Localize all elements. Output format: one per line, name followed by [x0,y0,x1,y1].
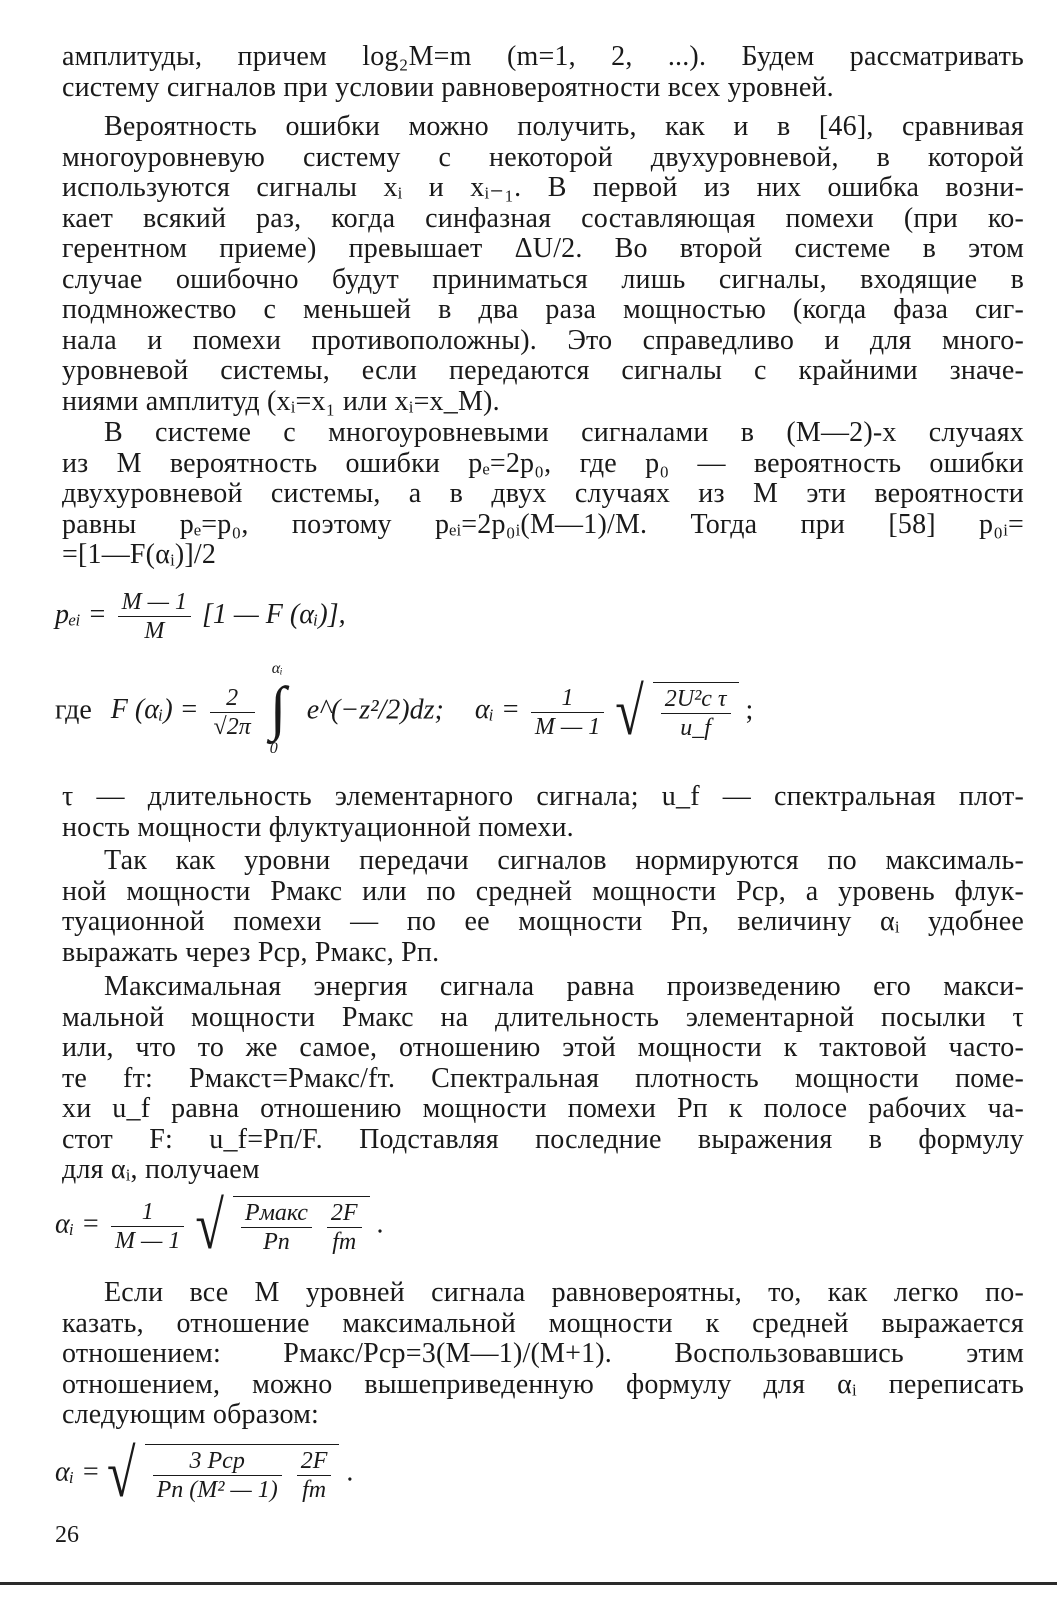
bottom-edge-divider [0,1582,1057,1585]
text-line: выражать через Pср, Pмакс, Pп. [62,936,440,968]
formula-lhs: αᵢ = [55,1456,101,1488]
fraction-numerator: 2F [327,1199,362,1228]
text-line: мальной мощности Pмакс на длительность элементарной посылки τ [62,1001,1024,1033]
formula-alpha-pmax: αᵢ = $\frac{1}{M — 1}$ √ $\frac{\text{Pмакс}}{Pп}$ $\frac{2F}{fт}$ . [55,1188,384,1264]
fraction-denominator: Pп [263,1229,290,1255]
fraction [118,588,191,645]
alpha-lhs: αᵢ = [474,694,520,726]
text-line: уровневой системы, если передаются сигналы с крайними значе- [62,355,1024,386]
integral-lower-limit: 0 [269,740,278,757]
paragraph-7 [62,1278,1024,1431]
fraction-numerator: Pмакс [241,1199,312,1228]
text-line: амплитуды, причем log₂M=m (m=1, 2, ...). Будем рассматривать [62,41,1024,72]
fraction-denominator: fт [332,1229,357,1255]
radicand [233,1196,370,1256]
page-number: 26 [55,1522,79,1548]
formula-lhs: αᵢ = [55,1208,101,1240]
text-line: следующим образом: [62,1399,320,1430]
formula-lhs: F (αᵢ) = [110,694,199,726]
paragraph-5 [62,846,1024,968]
text-line: кает всякий раз, когда синфазная составляющая помехи (при ко- [62,202,1024,234]
text-line: отношением, можно вышеприведенную формулу для αᵢ переписать [62,1368,1024,1400]
text-line: многоуровневую систему с некоторой двухуровневой, в которой [62,141,1024,173]
fraction-denominator: M — 1 [115,1227,181,1254]
fraction-denominator: √2π [213,713,251,740]
fraction-denominator: fт [302,1477,327,1503]
text-line: τ — длительность элементарного сигнала; u_f — спектральная плот- [62,781,1024,812]
text-line: герентном приеме) превышает ΔU/2. Во второй системе в этом [62,233,1024,264]
fraction [297,1447,332,1504]
radicand [145,1444,340,1504]
text-line: используются сигналы xᵢ и xᵢ₋₁. В первой из них ошибка возни- [62,172,1024,203]
paragraph-6 [62,972,1024,1186]
fraction-denominator: Pп (M² — 1) [156,1477,278,1503]
text-line: хи u_f равна отношению мощности помехи Pп к полосе рабочих ча- [62,1093,1024,1124]
sqrt-icon: √ [107,1436,136,1512]
text-line: нала и помехи противоположны). Это справедливо и для много- [62,324,1024,356]
fraction [210,684,255,741]
text-line: отношением: Pмакс/Pср=3(M—1)/(M+1). Воспользовавшись этим [62,1338,1024,1369]
text-line: двухуровневой системы, а в двух случаях из M эти вероятности [62,478,1024,509]
text-line: казать, отношение максимальной мощности к средней выражается [62,1307,1024,1339]
fraction-denominator: M [144,618,165,644]
fraction [111,1198,184,1255]
text-line: систему сигналов при условии равновероятности всех уровней. [62,71,834,103]
text-line: туационной помехи — по ее мощности Pп, величину αᵢ удобнее [62,906,1024,937]
fraction-numerator: 3 Pср [153,1447,282,1476]
text-line: Вероятность ошибки можно получить, как и в [46], сравнивая [104,111,1024,142]
sqrt-icon: √ [615,674,644,750]
formula-alpha-pavg: αᵢ = √ $\frac{\text{3 Pср}}{\text{Pп (M² — 1)}}$ $\frac{2F}{fт}$ . [55,1436,354,1512]
text-line: =[1—F(αᵢ)]/2 [62,539,217,570]
paragraph-2 [62,112,1024,417]
text-line: В системе с многоуровневыми сигналами в (M—2)-х случаях [104,417,1024,448]
text-line: из M вероятность ошибки pₑ=2p₀, где p₀ — вероятность ошибки [62,447,1024,479]
fraction-numerator: 2F [297,1447,332,1476]
text-line: те fт: Pмаксτ=Pмакс/fт. Спектральная плотность мощности поме- [62,1062,1024,1094]
fraction-numerator: 2 [210,684,255,713]
fraction-denominator: u_f [680,715,711,741]
formula-rhs: [1 — F (αᵢ)], [202,598,346,630]
text-line: Максимальная энергия сигнала равна произведению его макси- [104,971,1024,1002]
text-line: ность мощности флуктуационной помехи. [62,811,574,843]
integrand: e^(−z²/2)dz; [306,694,444,726]
text-line: подмножество с меньшей в два раза мощностью (когда фаза сиг- [62,294,1024,325]
text-line: случае ошибочно будут приниматься лишь сигналы, входящие в [62,263,1024,295]
fraction [241,1199,312,1256]
text-line: или, что то же самое, отношению этой мощности к тактовой часто- [62,1032,1024,1063]
formula-lhs: pₑᵢ = [55,598,107,630]
formula-f-alpha: где F (αᵢ) = $\frac{2}{√2\pi}$ αᵢ ∫ 0 e^(−z²/2)dz; αᵢ = $\frac{1}{M — 1}$ √ $\frac{\text{2U²c τ}}{u\_f}$ ; [55,664,753,760]
fraction-numerator: 2U²c τ [661,685,731,714]
formula-error-probability [55,588,346,645]
radicand [653,682,739,742]
fraction-numerator: 1 [111,1198,184,1227]
text-line: ной мощности Pмакс или по средней мощности Pср, а уровень флук- [62,875,1024,907]
text-line: Если все M уровней сигнала равновероятны, то, как легко по- [104,1277,1024,1308]
paragraph-1 [62,42,1024,103]
fraction [531,684,604,741]
text-line: Так как уровни передачи сигналов нормируются по максималь- [104,845,1024,876]
fraction [327,1199,362,1256]
text-line: равны pₑ=p₀, поэтому pₑᵢ=2p₀ᵢ(M—1)/M. Тогда при [58] p₀ᵢ= [62,508,1024,540]
fraction-numerator: M — 1 [118,588,191,617]
text-line: стот F: u_f=Pп/F. Подставляя последние выражения в формулу [62,1123,1024,1155]
formula-prefix: где [55,694,92,726]
fraction [153,1447,282,1504]
text-line: для αᵢ, получаем [62,1154,260,1185]
integral-upper-limit: αᵢ [271,660,283,677]
fraction-denominator: M — 1 [534,713,601,740]
paragraph-4 [62,782,1024,843]
integral-glyph: ∫ [269,675,287,741]
text-line: ниями амплитуд (xᵢ=x₁ или xᵢ=x_M). [62,385,500,417]
integral-sign [266,660,300,760]
sqrt-icon: √ [195,1188,224,1264]
fraction [661,685,731,742]
fraction-numerator: 1 [531,684,604,713]
paragraph-3 [62,418,1024,571]
